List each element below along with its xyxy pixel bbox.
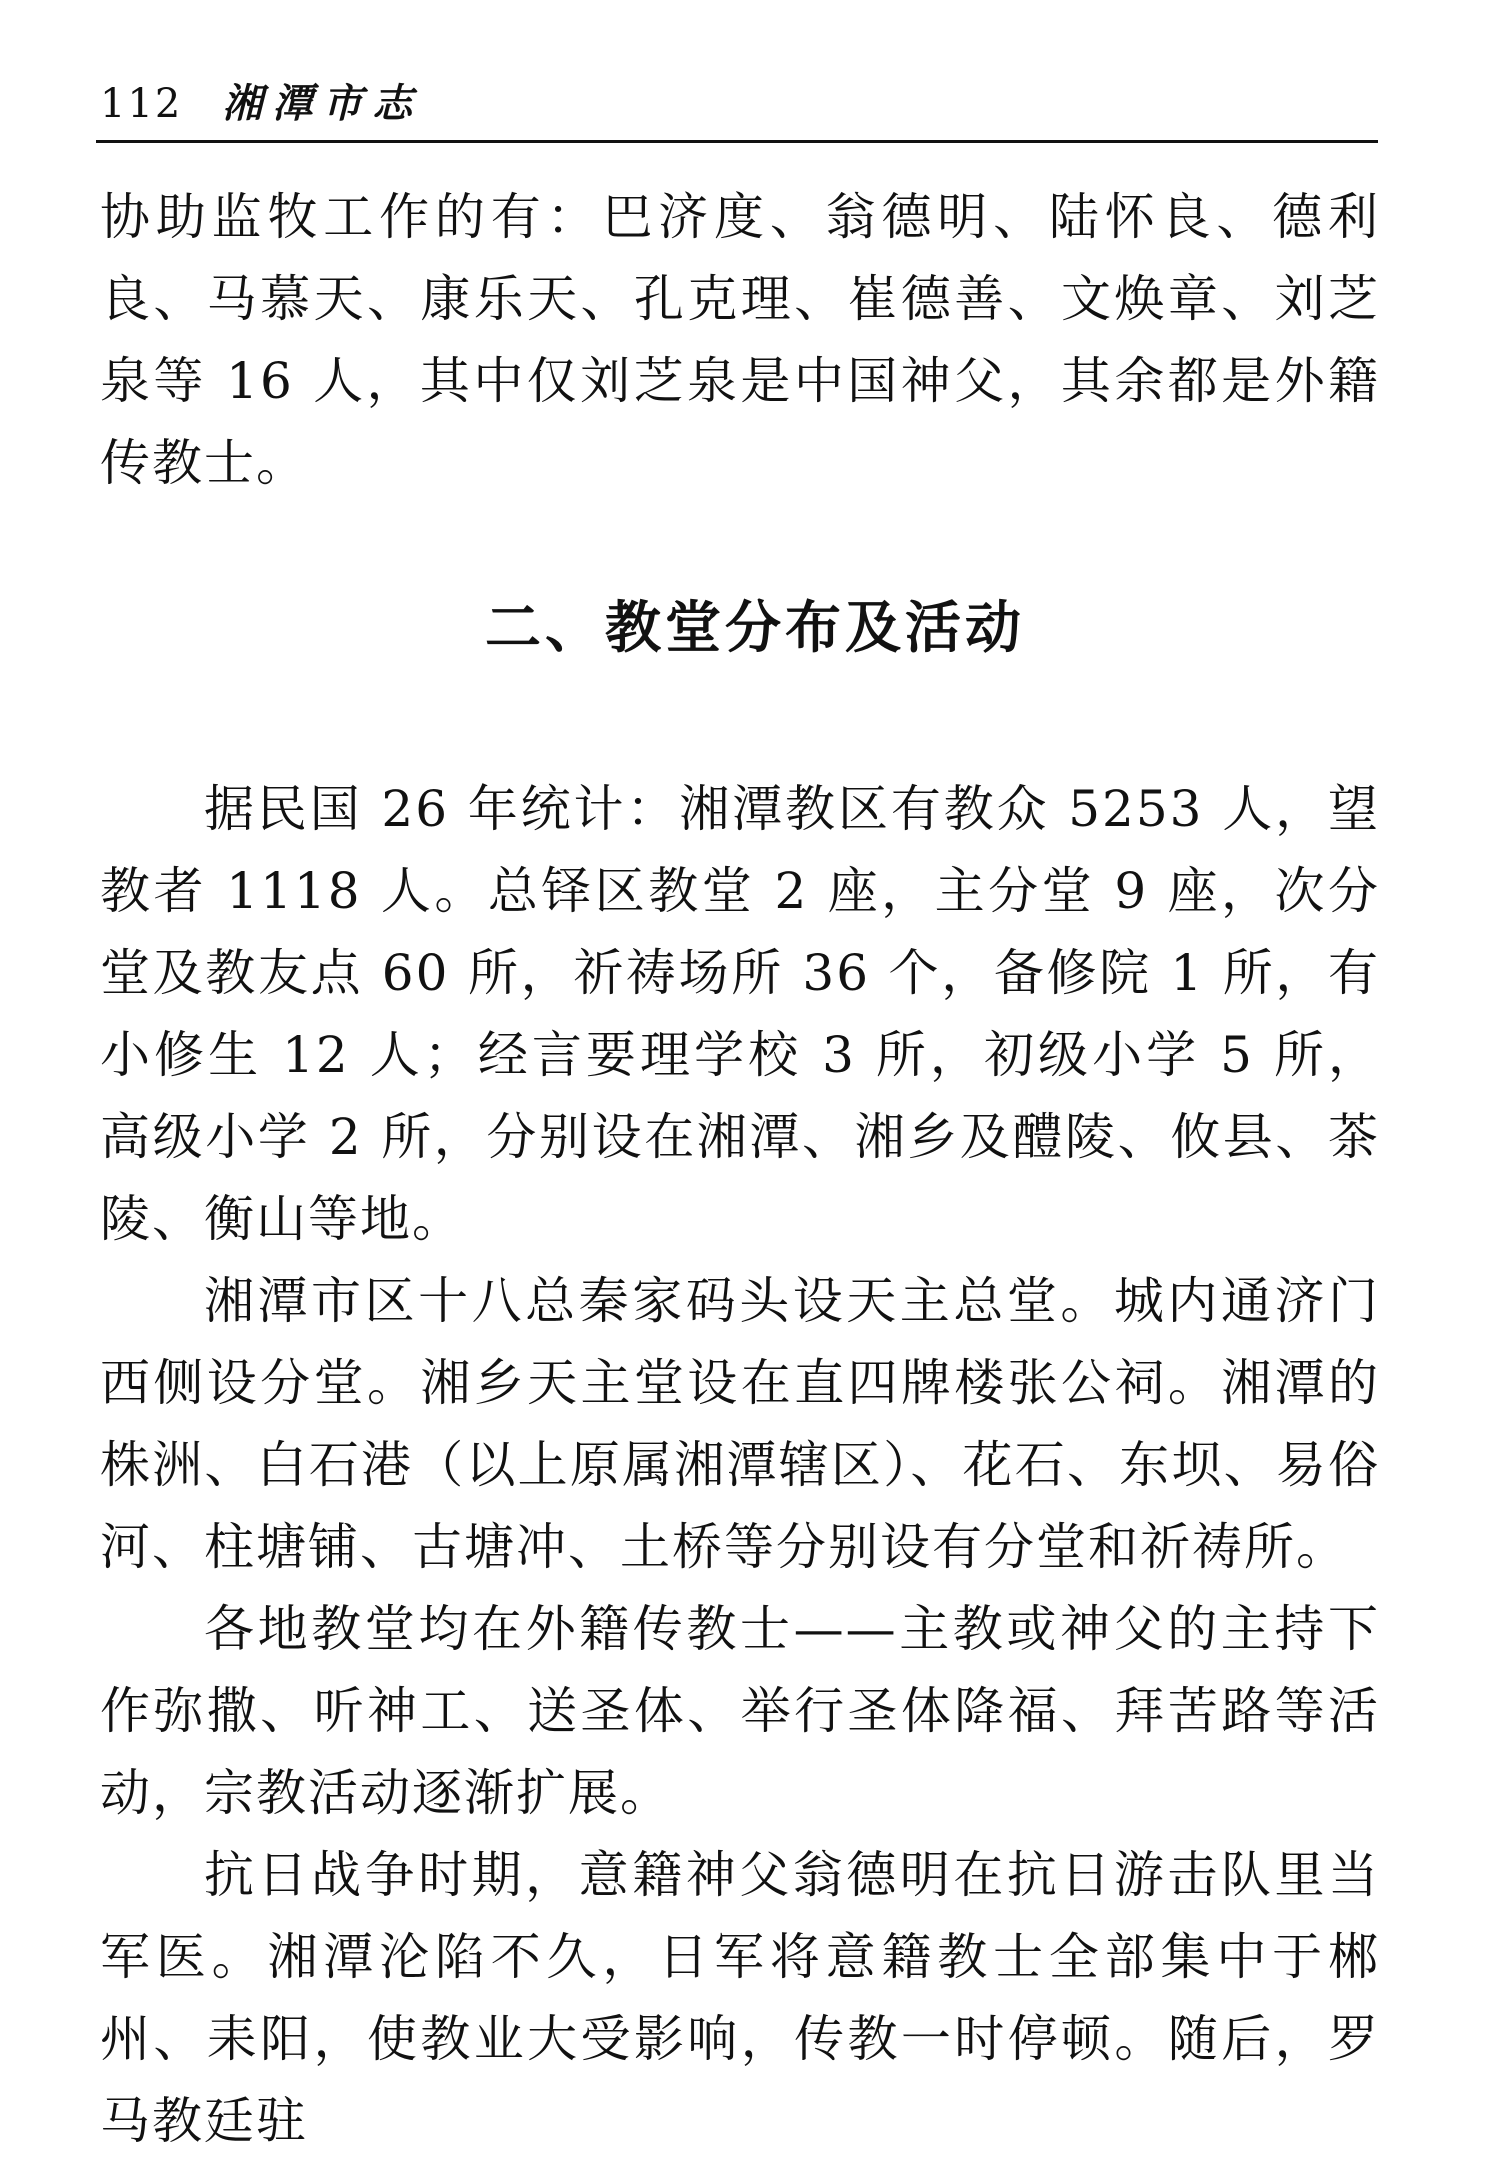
paragraph-statistics: 据民国 26 年统计：湘潭教区有教众 5253 人，望教者 1118 人。总铎区教堂 2 座，主分堂 9 座，次分堂及教友点 60 所，祈祷场所 36 个，备修院 1 所，有小修生 12 人；经言要理学校 3 所，初级小学 5 所，高级小学 2 所，分别设在湘潭、湘乡及醴陵、攸县、茶陵、衡山等地。 bbox=[100, 780, 1380, 1248]
intro-paragraph: 协助监牧工作的有：巴济度、翁德明、陆怀良、德利良、马慕天、康乐天、孔克理、崔德善、文焕章、刘芝泉等 16 人，其中仅刘芝泉是中国神父，其余都是外籍传教士。 bbox=[100, 188, 1380, 492]
page-header bbox=[100, 72, 422, 132]
section-heading: 二、教堂分布及活动 bbox=[485, 595, 1025, 661]
paragraph-church-activities: 各地教堂均在外籍传教士——主教或神父的主持下作弥撒、听神工、送圣体、举行圣体降福、拜苦路等活动，宗教活动逐渐扩展。 bbox=[100, 1600, 1380, 1822]
paragraph-war-period: 抗日战争时期，意籍神父翁德明在抗日游击队里当军医。湘潭沦陷不久，日军将意籍教士全部集中于郴州、耒阳，使教业大受影响，传教一时停顿。随后，罗马教廷驻 bbox=[100, 1846, 1380, 2150]
header-divider bbox=[96, 140, 1378, 143]
paragraph-church-locations: 湘潭市区十八总秦家码头设天主总堂。城内通济门西侧设分堂。湘乡天主堂设在直四牌楼张公祠。湘潭的株洲、白石港（以上原属湘潭辖区）、花石、东坝、易俗河、柱塘铺、古塘冲、土桥等分别设有分堂和祈祷所。 bbox=[100, 1272, 1380, 1576]
page-number: 112 bbox=[100, 81, 183, 127]
book-title: 湘潭市志 bbox=[222, 80, 423, 127]
page-body bbox=[100, 176, 1380, 2162]
